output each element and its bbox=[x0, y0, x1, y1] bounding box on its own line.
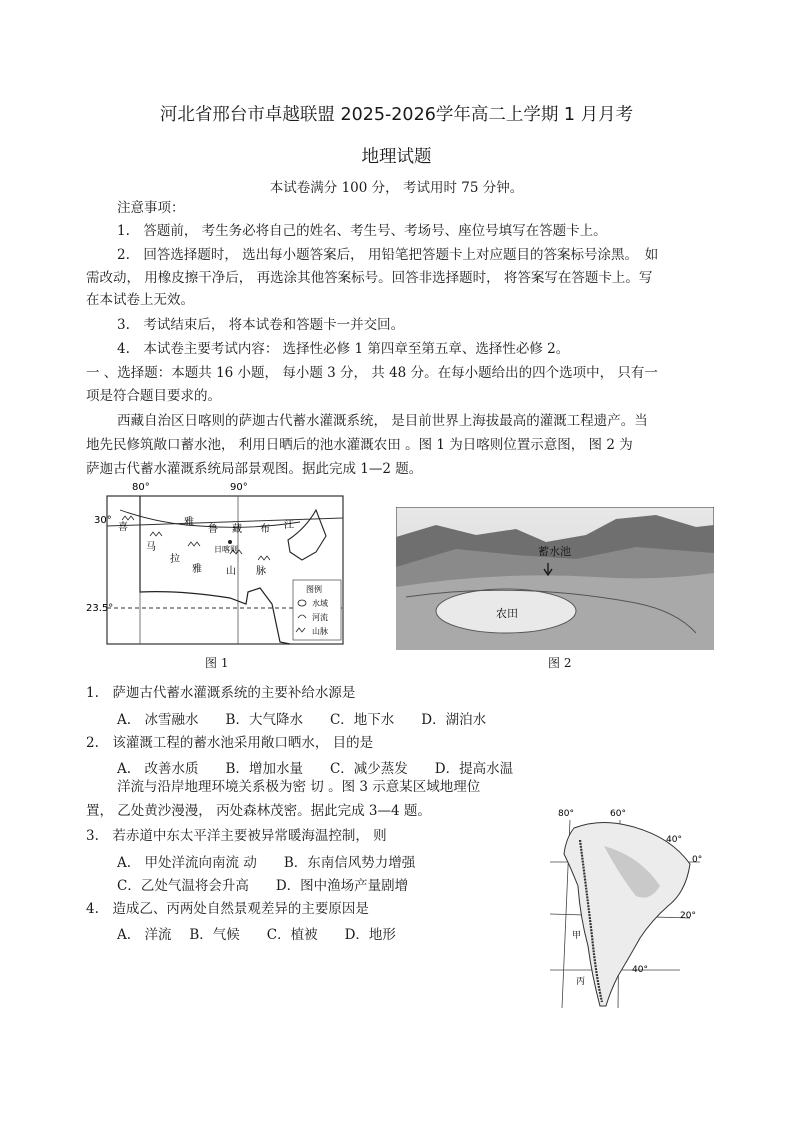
notice-item-2: 2. 回答选择题时， 选出每小题答案后， 用铅笔把答题卡上对应题目的答案标号涂黑。 如 bbox=[117, 247, 659, 263]
question-2-options: A. 改善水质 B．增加水量 C．减少蒸发 D．提高水温 bbox=[117, 761, 514, 777]
mountain-char-5: 脉 bbox=[256, 566, 266, 577]
question-3-stem: 3. 若赤道中东太平洋主要被异常暖海温控制， 则 bbox=[86, 828, 387, 844]
fig3-lat-3: 40° bbox=[632, 965, 648, 975]
question-4-stem: 4. 造成乙、丙两处自然景观差异的主要原因是 bbox=[86, 901, 369, 917]
question-2-stem: 2. 该灌溉工程的蓄水池采用敞口晒水， 目的是 bbox=[86, 735, 374, 751]
question-1-stem: 1. 萨迦古代蓄水灌溉系统的主要补给水源是 bbox=[86, 685, 356, 701]
legend-river: 河流 bbox=[312, 613, 328, 622]
notice-item-1: 1. 答题前， 考生务必将自己的姓名、考生号、考场号、座位号填写在答题卡上。 bbox=[117, 223, 607, 239]
river-char-0: 雅 bbox=[184, 517, 194, 528]
question-4-options: A. 洋流 B．气候 C．植被 D．地形 bbox=[117, 927, 396, 943]
figure3-map bbox=[540, 806, 710, 1016]
passage1-line3: 萨迦古代蓄水灌溉系统局部景观图。据此完成 1—2 题。 bbox=[86, 461, 423, 477]
notice-item-2-cont: 需改动， 用橡皮擦干净后， 再选涂其他答案标号。回答非选择题时， 将答案写在答题卡上。写 bbox=[86, 270, 653, 286]
fig3-lon-60: 60° bbox=[610, 809, 626, 819]
exam-title: 河北省邢台市卓越联盟 2025-2026学年高二上学期 1 月月考 bbox=[159, 105, 634, 125]
legend-water: 水域 bbox=[312, 599, 328, 608]
lat-label-235: 23.5° bbox=[86, 603, 114, 614]
notice-item-3: 3. 考试结束后， 将本试卷和答题卡一并交回。 bbox=[117, 317, 405, 333]
figure1-map bbox=[80, 480, 350, 680]
river-char-1: 鲁 bbox=[208, 524, 218, 535]
legend-mountain: 山脉 bbox=[312, 627, 328, 636]
notice-item-4: 4. 本试卷主要考试内容： 选择性必修 1 第四章至第五章、选择性必修 2。 bbox=[117, 341, 570, 357]
section-heading-cont: 项是符合题目要求的。 bbox=[86, 388, 221, 404]
notice-item-2-cont2: 在本试卷上无效。 bbox=[86, 292, 194, 308]
fig3-label-jia: 甲 bbox=[572, 931, 582, 941]
passage2-line1: 洋流与沿岸地理环境关系极为密 切 。图 3 示意某区域地理位 bbox=[117, 779, 481, 795]
fig3-lat-0: 40° bbox=[666, 835, 682, 845]
river-char-3: 布 bbox=[260, 524, 270, 535]
mountain-char-0: 喜 bbox=[118, 522, 128, 533]
fig3-lon-80: 80° bbox=[558, 809, 574, 819]
legend-title: 图例 bbox=[306, 585, 322, 594]
passage1-line1: 西藏自治区日喀则的萨迦古代蓄水灌溉系统， 是目前世界上海拔最高的灌溉工程遗产。当 bbox=[117, 413, 648, 429]
exam-info: 本试卷满分 100 分， 考试用时 75 分钟。 bbox=[269, 180, 524, 196]
lon-label-90: 90° bbox=[230, 482, 248, 493]
mountain-char-2: 拉 bbox=[170, 554, 180, 565]
notice-heading: 注意事项： bbox=[117, 200, 185, 216]
mountain-char-1: 马 bbox=[146, 542, 156, 553]
fig3-lat-2: 20° bbox=[680, 911, 696, 921]
section-heading: 一 、选择题：本题共 16 小题， 每小题 3 分， 共 48 分。在每小题给出的四个选项中， 只有一 bbox=[86, 365, 658, 381]
passage2-line2: 置， 乙处黄沙漫漫， 丙处森林茂密。据此完成 3—4 题。 bbox=[86, 803, 431, 819]
figure2-photo bbox=[396, 507, 714, 650]
pool-label: 蓄水池 bbox=[538, 545, 571, 558]
question-3-options-1: A. 甲处洋流向南流 动 B．东南信风势力增强 bbox=[117, 855, 416, 871]
subject-title: 地理试题 bbox=[361, 147, 432, 167]
question-3-options-2: C．乙处气温将会升高 D．图中渔场产量剧增 bbox=[117, 878, 409, 894]
figure2-caption: 图 2 bbox=[548, 656, 572, 670]
city-label: 日喀则 bbox=[214, 545, 238, 554]
fig3-label-bing: 丙 bbox=[576, 977, 586, 987]
fig3-lat-1: 0° bbox=[692, 855, 703, 865]
field-label: 农田 bbox=[496, 607, 518, 620]
mountain-char-3: 雅 bbox=[192, 564, 202, 575]
lat-label-30: 30° bbox=[94, 515, 112, 526]
river-char-2: 藏 bbox=[232, 524, 242, 535]
figure1-caption: 图 1 bbox=[205, 656, 229, 670]
question-1-options: A. 冰雪融水 B．大气降水 C．地下水 D．湖泊水 bbox=[117, 712, 487, 728]
passage1-line2: 地先民修筑敞口蓄水池， 利用日晒后的池水灌溉农田 。图 1 为日喀则位置示意图， 图 2 为 bbox=[86, 437, 633, 453]
mountain-char-4: 山 bbox=[226, 566, 236, 577]
river-char-4: 江 bbox=[284, 520, 294, 531]
lon-label-80: 80° bbox=[132, 482, 150, 493]
